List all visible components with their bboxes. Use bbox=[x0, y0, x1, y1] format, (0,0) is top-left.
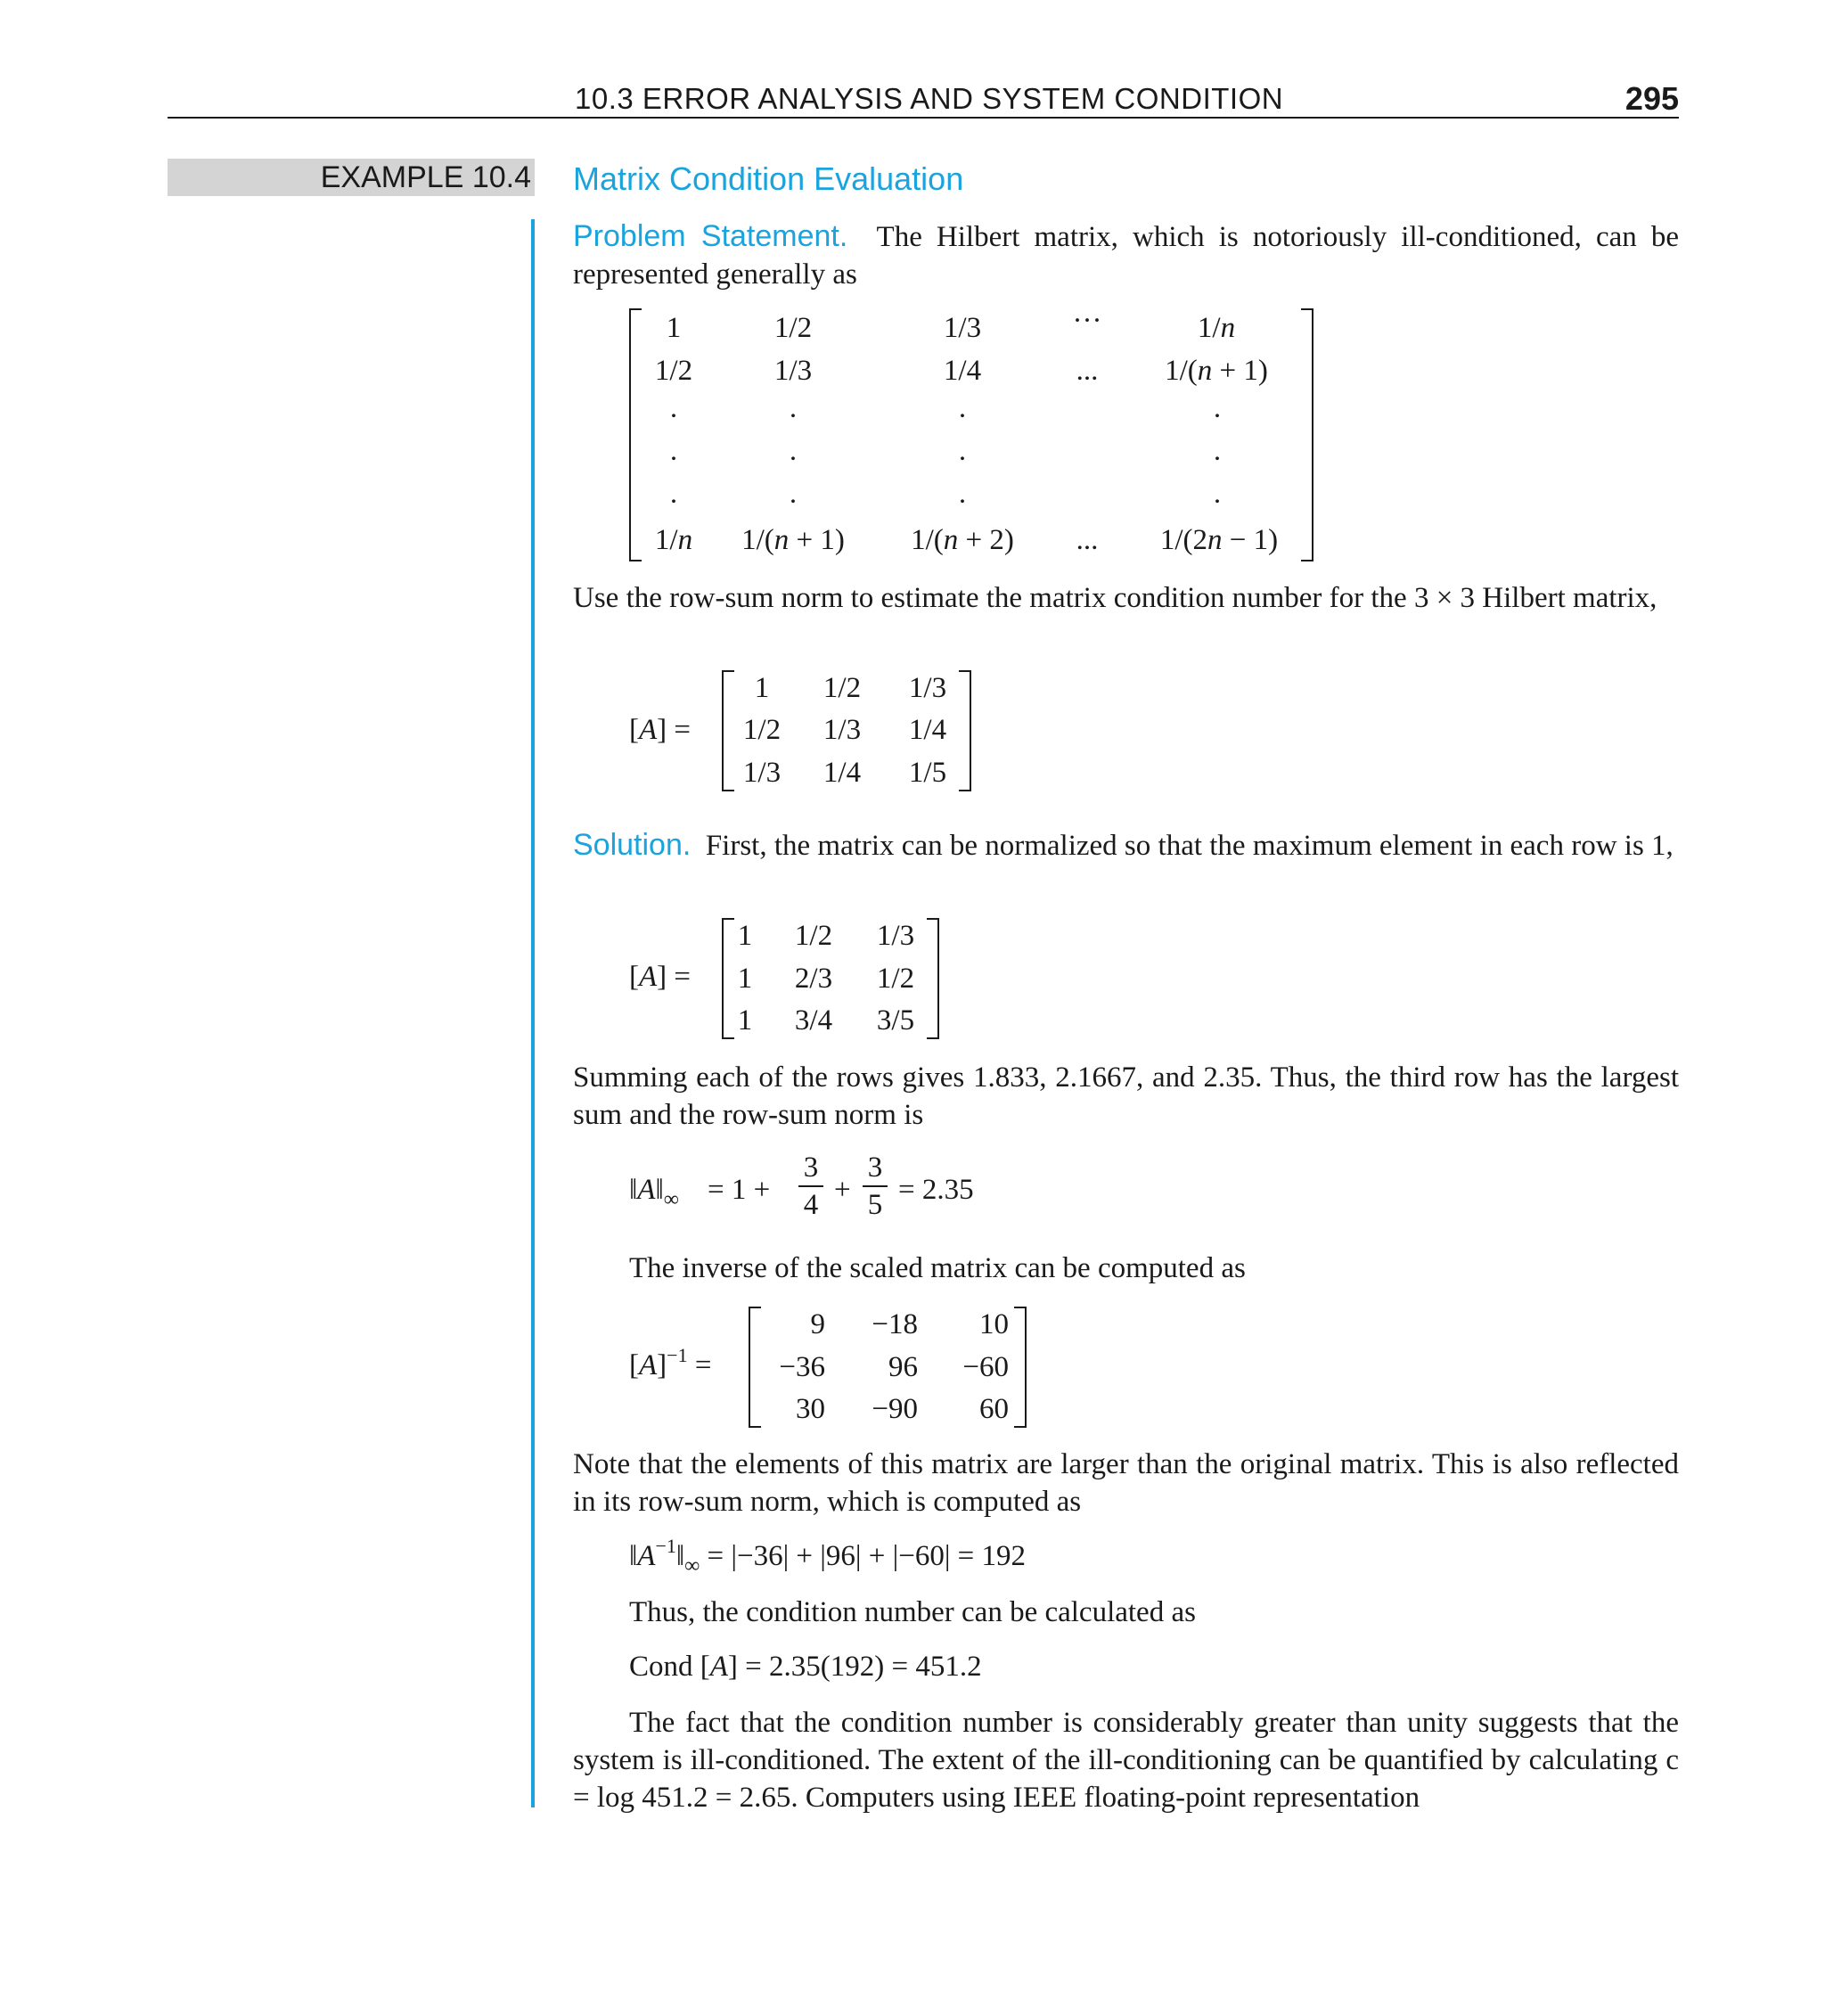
matrix-cell: 1 bbox=[737, 920, 753, 952]
condition-number-equation: Cond [A] = 2.35(192) = 451.2 bbox=[629, 1651, 982, 1683]
solution-paragraph bbox=[573, 826, 1679, 865]
matrix-right-bracket bbox=[1014, 1307, 1027, 1428]
page-number: 295 bbox=[1624, 80, 1679, 117]
inverse-norm-superscript: −1 bbox=[655, 1535, 676, 1557]
matrix-cell: 1/2 bbox=[773, 312, 813, 344]
fraction-bar bbox=[863, 1185, 888, 1187]
problem-statement-heading: Problem Statement. bbox=[573, 219, 848, 253]
matrix-cell: 1/3 bbox=[876, 920, 915, 952]
matrix-cell: . bbox=[1213, 478, 1222, 510]
solution-text-3: The inverse of the scaled matrix can be computed as bbox=[629, 1252, 1246, 1284]
fraction-denominator: 5 bbox=[867, 1189, 883, 1221]
matrix-right-bracket bbox=[927, 918, 939, 1039]
example-side-rule bbox=[531, 219, 535, 1807]
matrix-cell: 1/(2n − 1) bbox=[1159, 524, 1279, 556]
solution-text-2: Summing each of the rows gives 1.833, 2.1667, and 2.35. Thus, the third row has the largest sum and the row-sum norm is bbox=[573, 1061, 1679, 1131]
problem-text-1: The Hilbert matrix, which is notoriously ill-conditioned, can be represented generally as bbox=[573, 221, 1679, 291]
inverse-norm-rhs: = |−36| + |96| + |−60| = 192 bbox=[707, 1540, 1027, 1572]
matrix-cell: 1 bbox=[754, 672, 770, 704]
matrix-cell: 60 bbox=[979, 1393, 1009, 1425]
solution-text-6: The fact that the condition number is considerably greater than unity suggests that the system is ill-conditioned. The extent of the ill-conditioning can be quantified by calculating c = log 451.2 = 2.65. Computers using IEEE floating-point representation bbox=[573, 1707, 1679, 1814]
matrix-cell: 1/2 bbox=[794, 920, 833, 952]
matrix-cell: 1/2 bbox=[742, 714, 782, 746]
fraction-numerator: 3 bbox=[867, 1151, 883, 1184]
matrix-cell: −90 bbox=[872, 1393, 918, 1425]
matrix-cell: . bbox=[669, 478, 678, 510]
matrix-cell: 1 bbox=[737, 1004, 753, 1037]
matrix-cell: 1/n bbox=[1197, 312, 1236, 344]
fraction-numerator: 3 bbox=[803, 1151, 819, 1184]
running-head: 10.3 ERROR ANALYSIS AND SYSTEM CONDITION bbox=[575, 82, 1284, 115]
matrix-cell: . bbox=[1213, 392, 1222, 424]
fraction-3-4 bbox=[798, 1151, 823, 1221]
matrix-cell: . bbox=[958, 392, 967, 424]
matrix-cell: . bbox=[789, 435, 798, 467]
matrix-right-bracket bbox=[1301, 308, 1314, 561]
matrix-right-bracket bbox=[959, 670, 971, 791]
fraction-denominator: 4 bbox=[803, 1189, 819, 1221]
matrix-cell: 30 bbox=[796, 1393, 825, 1425]
norm-lhs: $‖A‖_\infty$ bbox=[629, 1174, 679, 1211]
matrix-cell: . bbox=[958, 478, 967, 510]
matrix-cell: 1/n bbox=[654, 524, 693, 556]
matrix-cell: 1/4 bbox=[822, 757, 862, 789]
solution-text-1: First, the matrix can be normalized so that the maximum element in each row is 1, bbox=[705, 830, 1674, 862]
matrix-cell: −18 bbox=[872, 1308, 918, 1340]
matrix-inv-equals: = bbox=[694, 1349, 712, 1381]
matrix-cell: 3/4 bbox=[794, 1004, 833, 1037]
problem-text-2: Use the row-sum norm to estimate the matrix condition number for the 3 × 3 Hilbert matrix, bbox=[573, 582, 1657, 614]
matrix-cell: 9 bbox=[810, 1308, 825, 1340]
matrix-cell: 1/2 bbox=[654, 355, 693, 387]
norm-result: = 2.35 bbox=[898, 1174, 974, 1206]
example-label: EXAMPLE 10.4 bbox=[320, 160, 531, 194]
matrix-cell: −36 bbox=[779, 1351, 825, 1383]
matrix-cell: 1/3 bbox=[943, 312, 982, 344]
matrix-cell: 1/(n + 2) bbox=[911, 524, 1014, 556]
matrix-cell: 1/4 bbox=[908, 714, 947, 746]
matrix-cell: . bbox=[958, 435, 967, 467]
matrix-cell: . bbox=[669, 435, 678, 467]
norm-plus: + bbox=[834, 1174, 851, 1206]
matrix-cell: 1/(n + 1) bbox=[741, 524, 845, 556]
matrix-cell: 2/3 bbox=[794, 963, 833, 995]
header-rule bbox=[168, 117, 1679, 119]
fraction-3-5 bbox=[863, 1151, 888, 1221]
matrix-cell: 3/5 bbox=[876, 1004, 915, 1037]
matrix-cell: 1/5 bbox=[908, 757, 947, 789]
matrix-cell: 1/4 bbox=[943, 355, 982, 387]
matrix-cell: 1/3 bbox=[742, 757, 782, 789]
matrix-cell: . bbox=[789, 392, 798, 424]
problem-statement-paragraph bbox=[573, 217, 1679, 293]
inverse-norm-equation: $‖A^{-1}‖_\infty = |-36| + |96| + |-60| = 192$ bbox=[629, 1535, 1027, 1578]
matrix-cell: 1 bbox=[666, 312, 682, 344]
matrix-cell: . bbox=[1213, 435, 1222, 467]
matrix-cell: ··· bbox=[1072, 305, 1102, 337]
matrix-cell: 96 bbox=[888, 1351, 918, 1383]
matrix-cell: ... bbox=[1076, 355, 1099, 387]
matrix-cell: 1/3 bbox=[908, 672, 947, 704]
example-title: Matrix Condition Evaluation bbox=[573, 160, 964, 197]
solution-text-4: Note that the elements of this matrix are larger than the original matrix. This is also reflected in its row-sum norm, which is computed as bbox=[573, 1448, 1679, 1518]
matrix-A-lhs: [A] = bbox=[629, 714, 692, 746]
matrix-cell: . bbox=[789, 478, 798, 510]
matrix-cell: ... bbox=[1076, 524, 1099, 556]
solution-text-5: Thus, the condition number can be calculated as bbox=[629, 1596, 1196, 1628]
matrix-cell: 1/2 bbox=[876, 963, 915, 995]
matrix-cell: −60 bbox=[962, 1351, 1009, 1383]
matrix-cell: . bbox=[669, 392, 678, 424]
matrix-cell: 1/(n + 1) bbox=[1165, 355, 1268, 387]
matrix-cell: 1/2 bbox=[822, 672, 862, 704]
matrix-inv-lhs: $[A]^{-1}$ = bbox=[629, 1344, 712, 1381]
fraction-bar bbox=[798, 1185, 823, 1187]
matrix-cell: 10 bbox=[979, 1308, 1009, 1340]
matrix-A-norm-lhs: [A] = bbox=[629, 961, 692, 993]
matrix-cell: 1 bbox=[737, 963, 753, 995]
norm-eq-1: = 1 + bbox=[708, 1174, 771, 1206]
matrix-cell: 1/3 bbox=[773, 355, 813, 387]
solution-heading: Solution. bbox=[573, 828, 692, 862]
matrix-cell: 1/3 bbox=[822, 714, 862, 746]
matrix-inv-superscript: −1 bbox=[667, 1344, 688, 1366]
